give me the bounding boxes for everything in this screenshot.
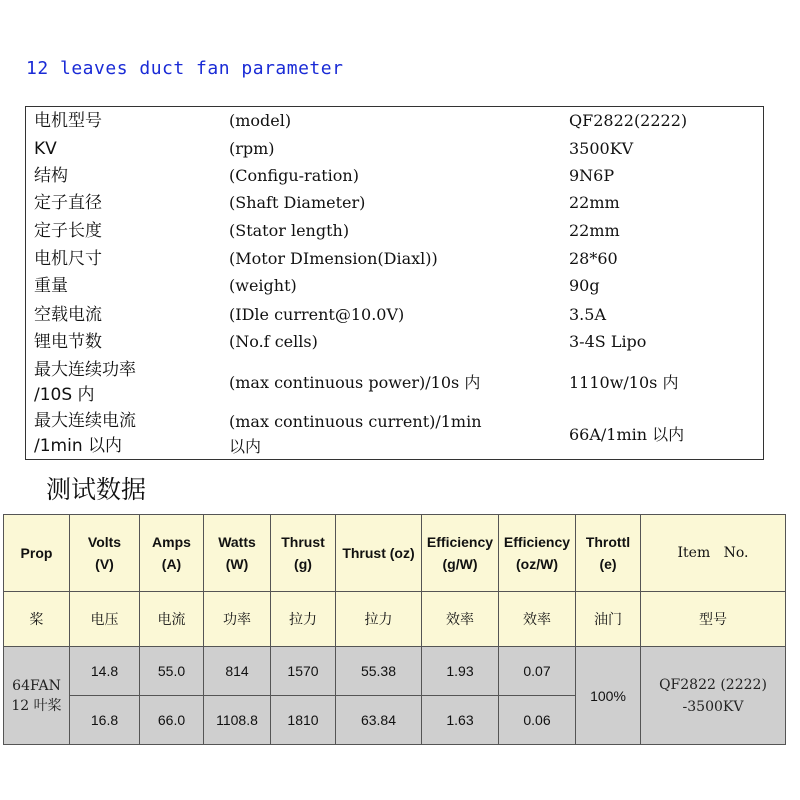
header-cn: 效率 [422, 592, 499, 647]
spec-label-en: (rpm) [229, 139, 275, 158]
header-volts: Volts (V) [70, 515, 140, 592]
spec-value: 22mm [569, 193, 620, 212]
header-amps: Amps (A) [140, 515, 204, 592]
motor-spec-table [25, 106, 764, 460]
header-row-cn [4, 592, 786, 647]
header-cn: 电压 [70, 592, 140, 647]
header-row-en [4, 515, 786, 592]
spec-value: QF2822(2222) [569, 111, 688, 130]
header-efficiency-gw: Efficiency (g/W) [422, 515, 499, 592]
cell-amps: 55.0 [140, 647, 204, 696]
spec-label-cn: 最大连续电流 [34, 411, 136, 431]
header-cn: 功率 [204, 592, 271, 647]
spec-value: 3-4S Lipo [569, 332, 647, 351]
cell-watts: 814 [204, 647, 271, 696]
header-cn: 桨 [4, 592, 70, 647]
header-cn: 拉力 [271, 592, 336, 647]
header-cn: 效率 [499, 592, 576, 647]
cell-volts: 16.8 [70, 696, 140, 745]
spec-label-cn: 锂电节数 [34, 332, 102, 352]
test-data-table [3, 514, 786, 745]
header-cn: 型号 [641, 592, 786, 647]
spec-label-cn: KV [34, 139, 57, 159]
header-thrust-oz: Thrust (oz) [336, 515, 422, 592]
spec-label-cn: 重量 [34, 276, 68, 296]
header-efficiency-ozw: Efficiency (oz/W) [499, 515, 576, 592]
spec-value: 22mm [569, 221, 620, 240]
cell-thrust-g: 1570 [271, 647, 336, 696]
spec-label-cn: 电机型号 [34, 111, 102, 131]
prop-cell: 64FAN 12 叶桨 [4, 647, 70, 745]
header-cn: 油门 [576, 592, 641, 647]
test-data-heading: 测试数据 [46, 475, 147, 504]
spec-label-en: (Motor DImension(Diaxl)) [229, 249, 438, 268]
spec-value: 1110w/10s 内 [569, 373, 679, 392]
spec-label-en: (Shaft Diameter) [229, 193, 366, 212]
cell-watts: 1108.8 [204, 696, 271, 745]
header-cn: 拉力 [336, 592, 422, 647]
spec-label-en: (max continuous current)/1min [229, 412, 482, 431]
cell-thrust-oz: 63.84 [336, 696, 422, 745]
cell-efficiency-ozw: 0.06 [499, 696, 576, 745]
spec-label-en-line2: 以内 [229, 437, 262, 456]
spec-value: 9N6P [569, 166, 615, 185]
cell-amps: 66.0 [140, 696, 204, 745]
header-thrust-g: Thrust (g) [271, 515, 336, 592]
spec-label-en: (model) [229, 111, 292, 130]
spec-value: 28*60 [569, 249, 618, 268]
table-row [4, 647, 786, 696]
spec-label-cn: 结构 [34, 166, 68, 186]
item-cell: QF2822 (2222) -3500KV [641, 647, 786, 745]
cell-efficiency-gw: 1.63 [422, 696, 499, 745]
header-cn: 电流 [140, 592, 204, 647]
spec-label-en: (IDle current@10.0V) [229, 305, 405, 324]
spec-label-en: (Configu-ration) [229, 166, 359, 185]
spec-label-en: (max continuous power)/10s 内 [229, 373, 481, 392]
cell-efficiency-ozw: 0.07 [499, 647, 576, 696]
spec-value: 3.5A [569, 305, 606, 324]
throttle-cell: 100% [576, 647, 641, 745]
header-throttle: Throttl (e) [576, 515, 641, 592]
spec-label-cn: 定子长度 [34, 221, 102, 241]
cell-volts: 14.8 [70, 647, 140, 696]
cell-efficiency-gw: 1.93 [422, 647, 499, 696]
cell-thrust-oz: 55.38 [336, 647, 422, 696]
spec-label-en: (No.f cells) [229, 332, 318, 351]
header-prop: Prop [4, 515, 70, 592]
spec-label-cn: 最大连续功率 [34, 360, 136, 380]
spec-value: 66A/1min 以内 [569, 425, 685, 444]
spec-label-cn: 电机尺寸 [34, 249, 102, 269]
spec-label-cn-line2: /1min 以内 [34, 436, 123, 456]
spec-label-en: (weight) [229, 276, 297, 295]
cell-thrust-g: 1810 [271, 696, 336, 745]
spec-label-cn: 空载电流 [34, 305, 102, 325]
header-item-no: Item No. [641, 515, 786, 592]
spec-label-en: (Stator length) [229, 221, 350, 240]
spec-value: 90g [569, 276, 600, 295]
spec-label-cn: 定子直径 [34, 193, 102, 213]
page-title: 12 leaves duct fan parameter [26, 58, 344, 79]
spec-value: 3500KV [569, 139, 634, 158]
spec-label-cn-line2: /10S 内 [34, 385, 95, 405]
header-watts: Watts (W) [204, 515, 271, 592]
